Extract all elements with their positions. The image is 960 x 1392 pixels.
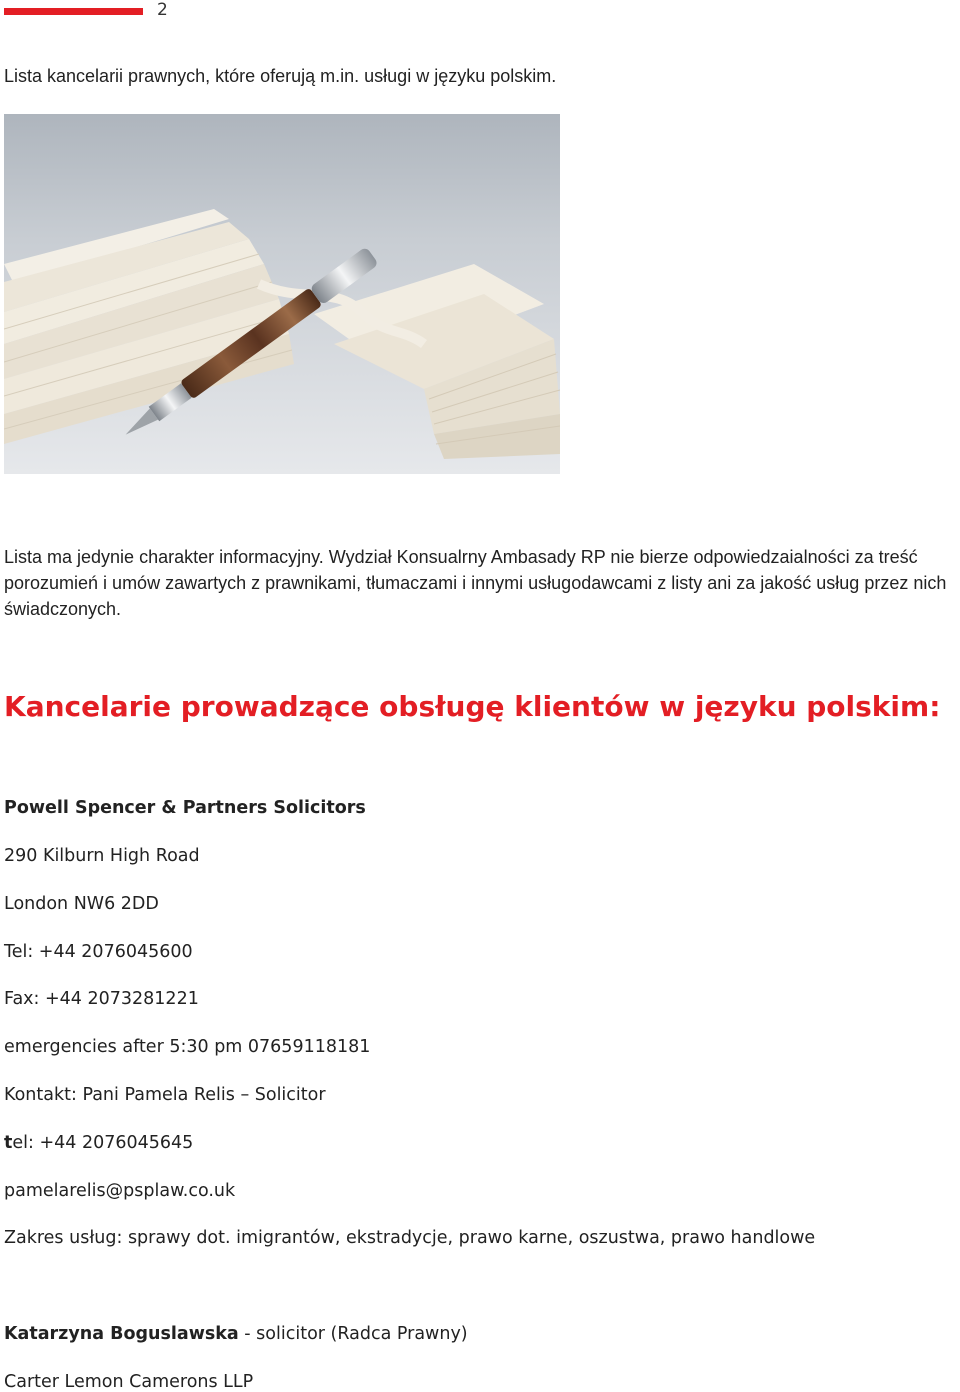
firm1-services: Zakres usług: sprawy dot. imigrantów, ekstradycje, prawo karne, oszustwa, prawo handlowe [4, 1228, 816, 1248]
documents-pen-photo [4, 114, 560, 474]
contact-tel-rest: el: +44 2076045645 [12, 1133, 194, 1153]
page-number: 2 [157, 0, 168, 20]
header-red-rule [4, 8, 143, 15]
firm1-address-line2: London NW6 2DD [4, 894, 159, 914]
firm1-address-line1: 290 Kilburn High Road [4, 846, 200, 866]
page-header [4, 0, 960, 30]
firm1-emergencies: emergencies after 5:30 pm 07659118181 [4, 1037, 371, 1057]
photo-illustration [4, 114, 560, 474]
firm1-fax: Fax: +44 2073281221 [4, 989, 199, 1009]
firm1-email[interactable]: pamelarelis@psplaw.co.uk [4, 1181, 236, 1201]
intro-text: Lista kancelarii prawnych, które oferują m.in. usługi w języku polskim. [4, 66, 557, 86]
firm1-contact-tel [4, 1133, 193, 1153]
firm1-contact: Kontakt: Pani Pamela Relis – Solicitor [4, 1085, 326, 1105]
contact-tel-bold-letter: t [4, 1133, 13, 1153]
firm2-person-role: - solicitor (Radca Prawny) [238, 1324, 468, 1344]
disclaimer-paragraph: Lista ma jedynie charakter informacyjny. Wydział Konsualrny Ambasady RP nie bierze odpowiedzaialności za treść porozumień i umów zawartych z prawnikami, tłumaczami i innymi usługodawcami z listy ani za jakość usług przez nich świadczonych. [4, 547, 947, 619]
section-heading: Kancelarie prowadzące obsługę klientów w języku polskim: [4, 690, 941, 723]
firm2-person [4, 1324, 468, 1344]
firm2-firm-name: Carter Lemon Camerons LLP [4, 1372, 254, 1392]
firm2-person-name: Katarzyna Boguslawska [4, 1324, 239, 1344]
firm1-name: Powell Spencer & Partners Solicitors [4, 798, 366, 818]
firm1-tel: Tel: +44 2076045600 [4, 942, 193, 962]
